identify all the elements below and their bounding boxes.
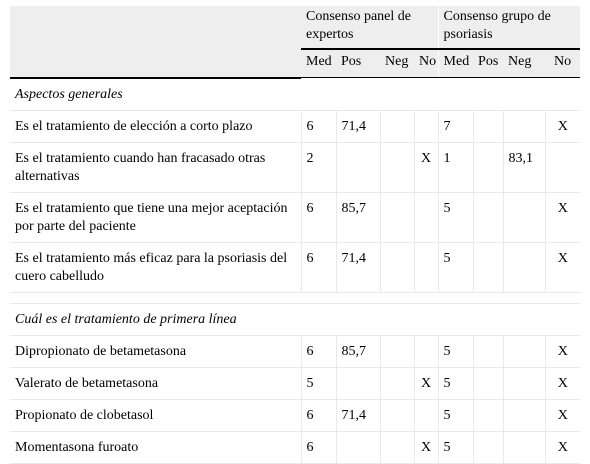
row-label: Dipropionato de betametasona [10, 335, 301, 367]
table-cell [473, 110, 503, 142]
row-label: Es el tratamiento cuando han fracasado otras alternativas [10, 142, 301, 192]
table-cell [473, 242, 503, 292]
table-cell: X [414, 431, 438, 463]
table-row [10, 399, 580, 431]
table-cell [380, 399, 414, 431]
section-heading-row [10, 303, 580, 335]
table-cell: 5 [438, 367, 473, 399]
table-cell: 71,4 [336, 242, 380, 292]
table-cell: X [414, 142, 438, 192]
table-cell [473, 367, 503, 399]
table-cell [336, 367, 380, 399]
table-cell: X [545, 335, 580, 367]
table-cell [414, 399, 438, 431]
table-cell [503, 242, 545, 292]
table-row [10, 142, 580, 192]
table-cell [503, 367, 545, 399]
consensus-table [10, 6, 580, 464]
header-group-psoriasis: Consenso grupo de psoriasis [438, 6, 580, 49]
table-row [10, 242, 580, 292]
table-cell: 85,7 [336, 192, 380, 242]
table-cell: 6 [301, 431, 336, 463]
table-cell [503, 335, 545, 367]
table-cell: 71,4 [336, 110, 380, 142]
table-cell [380, 242, 414, 292]
section-heading-row [10, 78, 580, 111]
row-label: Propionato de clobetasol [10, 399, 301, 431]
table-cell [336, 142, 380, 192]
header-col-med: Med [438, 49, 473, 78]
row-label: Es el tratamiento más eficaz para la psoriasis del cuero cabelludo [10, 242, 301, 292]
row-label: Es el tratamiento de elección a corto plazo [10, 110, 301, 142]
table-cell [503, 431, 545, 463]
table-cell [503, 192, 545, 242]
table-cell [503, 399, 545, 431]
table-cell: 2 [301, 142, 336, 192]
table-row [10, 192, 580, 242]
table-cell: 5 [438, 192, 473, 242]
table-cell: 83,1 [503, 142, 545, 192]
table-cell [380, 335, 414, 367]
table-cell [414, 110, 438, 142]
table-cell [473, 192, 503, 242]
table-cell [380, 431, 414, 463]
table-cell: 6 [301, 242, 336, 292]
table-cell: 5 [301, 367, 336, 399]
section-title: Aspectos generales [10, 78, 580, 111]
table-cell [380, 142, 414, 192]
table-cell: 71,4 [336, 399, 380, 431]
section-spacer [10, 292, 580, 303]
header-col-med: Med [301, 49, 336, 78]
table-cell [380, 192, 414, 242]
table-cell [414, 335, 438, 367]
table-cell: 5 [438, 399, 473, 431]
table-cell: 6 [301, 110, 336, 142]
row-label: Es el tratamiento que tiene una mejor aceptación por parte del paciente [10, 192, 301, 242]
table-row [10, 431, 580, 463]
table-cell [414, 192, 438, 242]
header-group-expertos: Consenso panel de expertos [301, 6, 438, 49]
table-cell [473, 431, 503, 463]
table-cell: 5 [438, 335, 473, 367]
table-cell [380, 110, 414, 142]
table-cell: 5 [438, 431, 473, 463]
header-corner [10, 6, 301, 78]
table-cell [473, 399, 503, 431]
table-cell: 6 [301, 335, 336, 367]
header-col-no: No [545, 49, 580, 78]
table-row [10, 367, 580, 399]
row-label: Momentasona furoato [10, 431, 301, 463]
header-col-neg: Neg [503, 49, 545, 78]
table-row [10, 110, 580, 142]
table-cell: 1 [438, 142, 473, 192]
section-title: Cuál es el tratamiento de primera línea [10, 303, 580, 335]
header-col-neg: Neg [380, 49, 414, 78]
row-label: Valerato de betametasona [10, 367, 301, 399]
header-col-pos: Pos [336, 49, 380, 78]
table-cell [545, 142, 580, 192]
table-cell: X [545, 242, 580, 292]
table-cell: 6 [301, 192, 336, 242]
table-cell [473, 335, 503, 367]
table-cell: X [414, 367, 438, 399]
table-cell: X [545, 399, 580, 431]
table-cell: 5 [438, 242, 473, 292]
table-cell [414, 242, 438, 292]
table-cell [336, 431, 380, 463]
header-col-pos: Pos [473, 49, 503, 78]
table-cell: X [545, 431, 580, 463]
table-cell: 7 [438, 110, 473, 142]
table-cell: X [545, 110, 580, 142]
table-cell [473, 142, 503, 192]
header-group-row [10, 6, 580, 49]
table-cell: X [545, 367, 580, 399]
table-cell: X [545, 192, 580, 242]
table-body [10, 78, 580, 464]
table-cell: 85,7 [336, 335, 380, 367]
table-cell: 6 [301, 399, 336, 431]
table-cell [380, 367, 414, 399]
table-cell [503, 110, 545, 142]
table-row [10, 335, 580, 367]
header-col-no: No [414, 49, 438, 78]
